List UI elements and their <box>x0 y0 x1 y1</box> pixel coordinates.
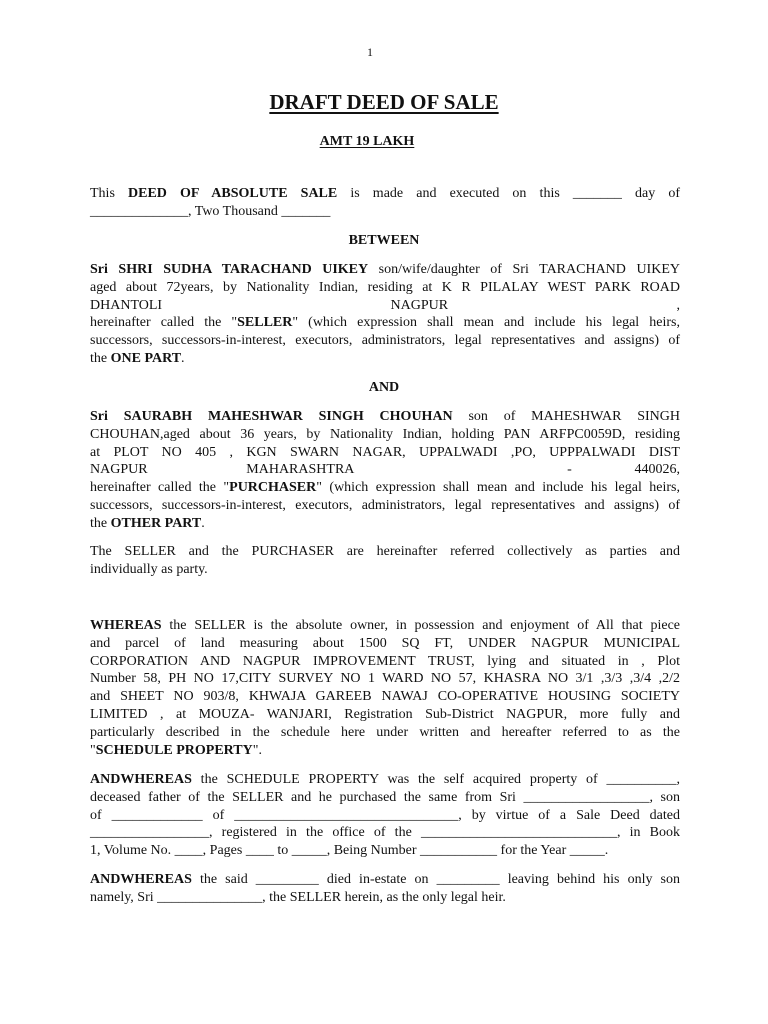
seller-line-5: successors, successors-in-interest, executors, administrators, legal representatives and assigns) of <box>90 333 680 349</box>
seller-line-2: aged about 72years, by Nationality Indian, residing at K R PILALAY WEST PARK ROAD <box>90 279 680 295</box>
purchaser-line-4: NAGPUR MAHARASHTRA - 440026, <box>90 462 680 478</box>
intro-line-1: This DEED OF ABSOLUTE SALE is made and executed on this _______ day of <box>90 186 681 201</box>
whereas2-line-1: ANDWHEREAS the SCHEDULE PROPERTY was the self acquired property of __________, <box>90 772 680 787</box>
whereas1-line-4: Number 58, PH NO 17,CITY SURVEY NO 1 WARD NO 57, KHASRA NO 3/1 ,3/3 ,3/4 ,2/2 <box>90 671 680 687</box>
whereas1-line-6: LIMITED , at MOUZA- WANJARI, Registration Sub-District NAGPUR, more fully and <box>90 706 680 722</box>
seller-line-3: DHANTOLI NAGPUR , <box>90 297 680 313</box>
whereas1-line-2: and parcel of land measuring about 1500 SQ FT, UNDER NAGPUR MUNICIPAL <box>90 635 680 651</box>
purchaser-line-6: successors, successors-in-interest, executors, administrators, legal representatives and assigns) of <box>90 497 680 513</box>
intro-line-2: ______________, Two Thousand _______ <box>90 203 331 219</box>
purchaser-line-3: at PLOT NO 405 , KGN SWARN NAGAR, UPPALWADI ,PO, UPPPALWADI DIST <box>90 444 680 460</box>
seller-line-1: Sri SHRI SUDHA TARACHAND UIKEY son/wife/daughter of Sri TARACHAND UIKEY <box>90 262 680 277</box>
whereas-paragraph-3 <box>90 871 680 907</box>
purchaser-line-2: CHOUHAN,aged about 36 years, by Nationality Indian, holding PAN ARFPC0059D, residing <box>90 426 680 442</box>
whereas1-line-5: and SHEET NO 903/8, KHWAJA GAREEB NAWAJ CO-OPERATIVE HOUSING SOCIETY <box>90 689 680 705</box>
purchaser-line-5: hereinafter called the "PURCHASER" (which expression shall mean and include his legal heirs, <box>90 480 680 496</box>
and-heading: AND <box>368 380 400 395</box>
parties-line-1: The SELLER and the PURCHASER are hereinafter referred collectively as parties and <box>90 544 680 559</box>
purchaser-line-1: Sri SAURABH MAHESHWAR SINGH CHOUHAN son of MAHESHWAR SINGH <box>90 409 680 424</box>
intro-paragraph <box>90 185 680 221</box>
whereas1-line-8: "SCHEDULE PROPERTY". <box>90 742 262 758</box>
whereas1-line-7: particularly described in the schedule here under written and hereafter referred to as the <box>90 724 680 740</box>
whereas1-line-3: CORPORATION AND NAGPUR IMPROVEMENT TRUST, lying and situated in , Plot <box>90 653 680 669</box>
purchaser-paragraph <box>90 408 680 533</box>
parties-line-2: individually as party. <box>90 561 208 577</box>
amount-heading: AMT 19 LAKH <box>319 134 415 149</box>
document-title: DRAFT DEED OF SALE <box>269 90 499 114</box>
whereas3-line-2: namely, Sri _______________, the SELLER herein, as the only legal heir. <box>90 889 506 905</box>
whereas-paragraph-2 <box>90 771 680 860</box>
whereas2-line-2: deceased father of the SELLER and he purchased the same from Sri __________________, son <box>90 789 680 805</box>
purchaser-line-7: the OTHER PART. <box>90 515 205 531</box>
whereas2-line-5: 1, Volume No. ____, Pages ____ to _____, Being Number ___________ for the Year _____. <box>90 843 609 859</box>
page-number: 1 <box>367 45 373 59</box>
whereas-paragraph-1 <box>90 617 680 759</box>
seller-line-6: the ONE PART. <box>90 350 185 366</box>
whereas2-line-4: _________________, registered in the office of the ____________________________, in Book <box>90 825 680 841</box>
parties-paragraph <box>90 543 680 579</box>
whereas2-line-3: of _____________ of ________________________________, by virtue of a Sale Deed dated <box>90 807 680 823</box>
whereas3-line-1: ANDWHEREAS the said _________ died in-estate on _________ leaving behind his only son <box>90 872 680 887</box>
whereas1-line-1: WHEREAS the SELLER is the absolute owner, in possession and enjoyment of All that piece <box>90 618 680 633</box>
between-heading: BETWEEN <box>348 233 420 248</box>
seller-line-4: hereinafter called the "SELLER" (which expression shall mean and include his legal heirs, <box>90 315 680 331</box>
seller-paragraph <box>90 261 680 368</box>
